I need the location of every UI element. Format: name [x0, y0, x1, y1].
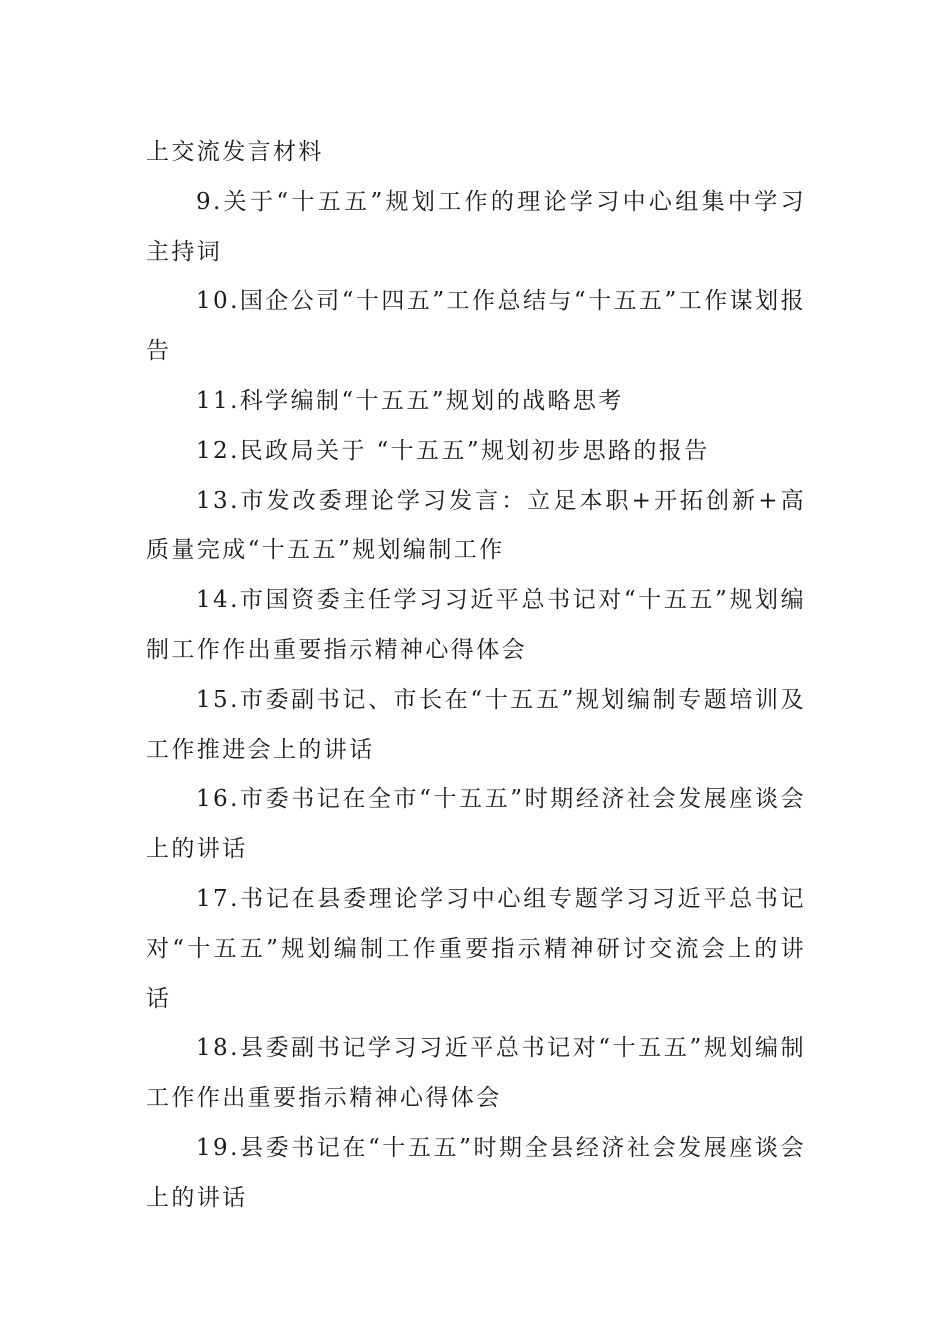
list-item-16: 16.市委书记在全市“十五五”时期经济社会发展座谈会上的讲话 [146, 786, 806, 863]
document-body [146, 128, 806, 1224]
list-item-18: 18.县委副书记学习习近平总书记对“十五五”规划编制工作作出重要指示精神心得体会 [146, 1035, 806, 1112]
list-item-10: 10.国企公司“十四五”工作总结与“十五五”工作谋划报告 [146, 288, 806, 365]
list-item-15: 15.市委副书记、市长在“十五五”规划编制专题培训及工作推进会上的讲话 [146, 686, 806, 763]
list-item-13: 13.市发改委理论学习发言：立足本职+开拓创新+高质量完成“十五五”规划编制工作 [146, 487, 806, 564]
list-item-11: 11.科学编制“十五五”规划的战略思考 [196, 387, 624, 414]
list-item-14: 14.市国资委主任学习习近平总书记对“十五五”规划编制工作作出重要指示精神心得体会 [146, 587, 806, 663]
list-item-9: 9.关于“十五五”规划工作的理论学习中心组集中学习主持词 [146, 188, 806, 265]
list-item-12: 12.民政局关于 “十五五”规划初步思路的报告 [196, 437, 710, 464]
list-item-19: 19.县委书记在“十五五”时期全县经济社会发展座谈会上的讲话 [146, 1134, 806, 1211]
paragraph-continuation: 上交流发言材料 [146, 139, 324, 165]
list-item-17: 17.书记在县委理论学习中心组专题学习习近平总书记对“十五五”规划编制工作重要指示精神研讨交流会上的讲话 [146, 885, 806, 1012]
